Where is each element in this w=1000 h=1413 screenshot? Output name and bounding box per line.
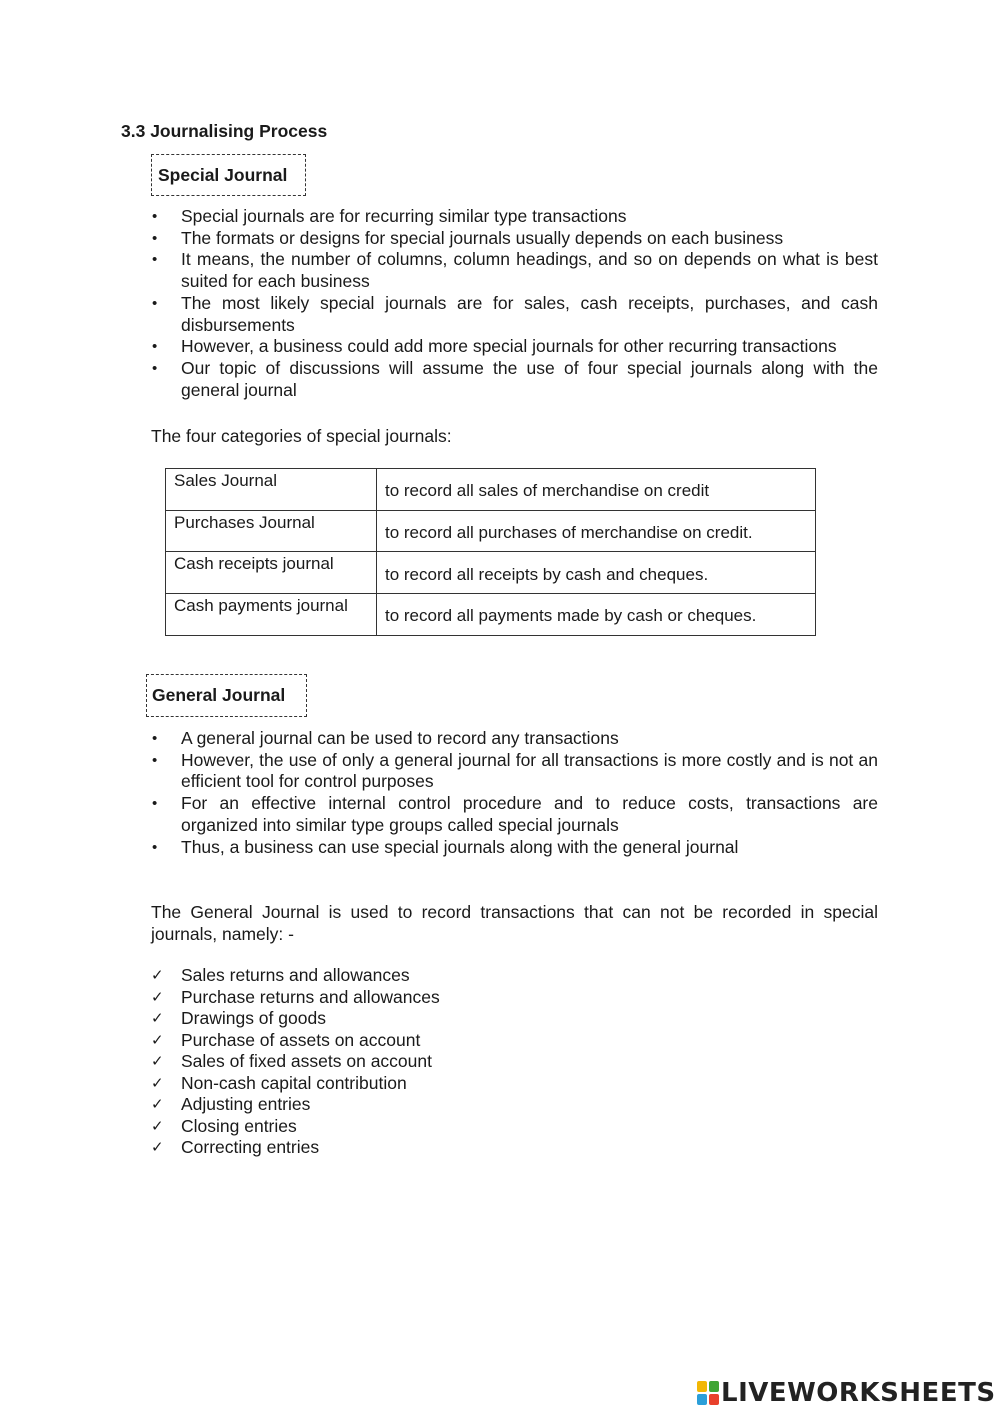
checkmark-icon: ✓	[151, 1031, 164, 1049]
list-item: • A general journal can be used to record any transactions	[152, 728, 619, 748]
table-cell-name: Sales Journal	[166, 469, 377, 511]
special-journal-bullets	[150, 206, 878, 401]
bullet-icon: •	[152, 229, 158, 247]
list-item: • The most likely special journals are for sales, cash receipts, purchases, and cash disbursements	[152, 292, 878, 335]
checkmark-icon: ✓	[151, 1010, 164, 1027]
checkmark-icon: ✓	[151, 1053, 164, 1070]
logo-tile	[697, 1381, 707, 1392]
table-row	[166, 510, 816, 552]
list-item: ✓ Adjusting entries	[151, 1094, 311, 1114]
table-row	[166, 594, 816, 636]
logo-tile	[709, 1381, 719, 1392]
table-cell-name: Purchases Journal	[166, 510, 377, 552]
list-item: ✓ Drawings of goods	[151, 1008, 326, 1028]
section-title: 3.3 Journalising Process	[121, 121, 328, 141]
checkmark-icon: ✓	[151, 988, 164, 1006]
general-journal-heading: General Journal	[146, 674, 307, 717]
bullet-icon: •	[152, 730, 158, 747]
bullet-icon: •	[152, 338, 158, 356]
general-journal-intro: The General Journal is used to record transactions that can not be recorded in special journals, namely: -	[151, 902, 878, 944]
list-item: • Thus, a business can use special journals along with the general journal	[152, 836, 739, 857]
brand-name: LIVEWORKSHEETS	[721, 1378, 996, 1408]
list-item: ✓ Sales of fixed assets on account	[151, 1051, 432, 1071]
special-journals-table	[165, 468, 816, 636]
logo-tile	[697, 1394, 707, 1405]
general-journal-bullets	[150, 728, 878, 858]
bullet-icon: •	[152, 359, 158, 377]
special-journal-heading: Special Journal	[151, 154, 306, 196]
liveworksheets-logo-icon	[697, 1381, 719, 1405]
logo-tile	[709, 1394, 719, 1405]
bullet-icon: •	[152, 208, 158, 225]
categories-intro: The four categories of special journals:	[151, 426, 452, 446]
list-item: • For an effective internal control procedure and to reduce costs, transactions are organized into similar type groups called special journals	[152, 793, 878, 835]
list-item: • However, the use of only a general journal for all transactions is more costly and is not an efficient tool for control purposes	[152, 749, 878, 792]
list-item: ✓ Purchase of assets on account	[151, 1029, 421, 1050]
liveworksheets-logo[interactable]	[697, 1376, 996, 1410]
table-row	[166, 469, 816, 511]
checkmark-icon: ✓	[151, 1096, 164, 1113]
table-cell-purpose: to record all purchases of merchandise on credit.	[377, 510, 816, 552]
checkmark-icon: ✓	[151, 967, 164, 984]
list-item: • It means, the number of columns, column headings, and so on depends on what is best suited for each business	[152, 249, 878, 292]
list-item: • The formats or designs for special journals usually depends on each business	[152, 227, 784, 248]
table-cell-name: Cash payments journal	[166, 594, 377, 636]
bullet-icon: •	[152, 795, 158, 813]
checkmark-icon: ✓	[151, 1074, 164, 1092]
bullet-icon: •	[152, 838, 158, 856]
checkmark-icon: ✓	[151, 1117, 164, 1135]
bullet-icon: •	[152, 251, 158, 269]
list-item: ✓ Correcting entries	[151, 1137, 320, 1157]
list-item: ✓ Closing entries	[151, 1115, 297, 1136]
checkmark-icon: ✓	[151, 1139, 164, 1156]
table-cell-purpose: to record all payments made by cash or cheques.	[377, 594, 816, 636]
bullet-icon: •	[152, 294, 158, 312]
table-cell-purpose: to record all sales of merchandise on credit	[377, 469, 816, 511]
bullet-icon: •	[152, 751, 158, 769]
list-item: ✓ Purchase returns and allowances	[151, 986, 440, 1007]
table-cell-purpose: to record all receipts by cash and cheques.	[377, 552, 816, 594]
list-item: ✓ Sales returns and allowances	[151, 965, 410, 985]
list-item: ✓ Non-cash capital contribution	[151, 1072, 407, 1093]
list-item: • Special journals are for recurring similar type transactions	[152, 206, 627, 226]
list-item: • However, a business could add more special journals for other recurring transactions	[152, 336, 837, 357]
table-row	[166, 552, 816, 594]
table-cell-name: Cash receipts journal	[166, 552, 377, 594]
general-journal-checklist	[150, 965, 440, 1159]
list-item: • Our topic of discussions will assume the use of four special journals along with the general journal	[152, 357, 878, 400]
